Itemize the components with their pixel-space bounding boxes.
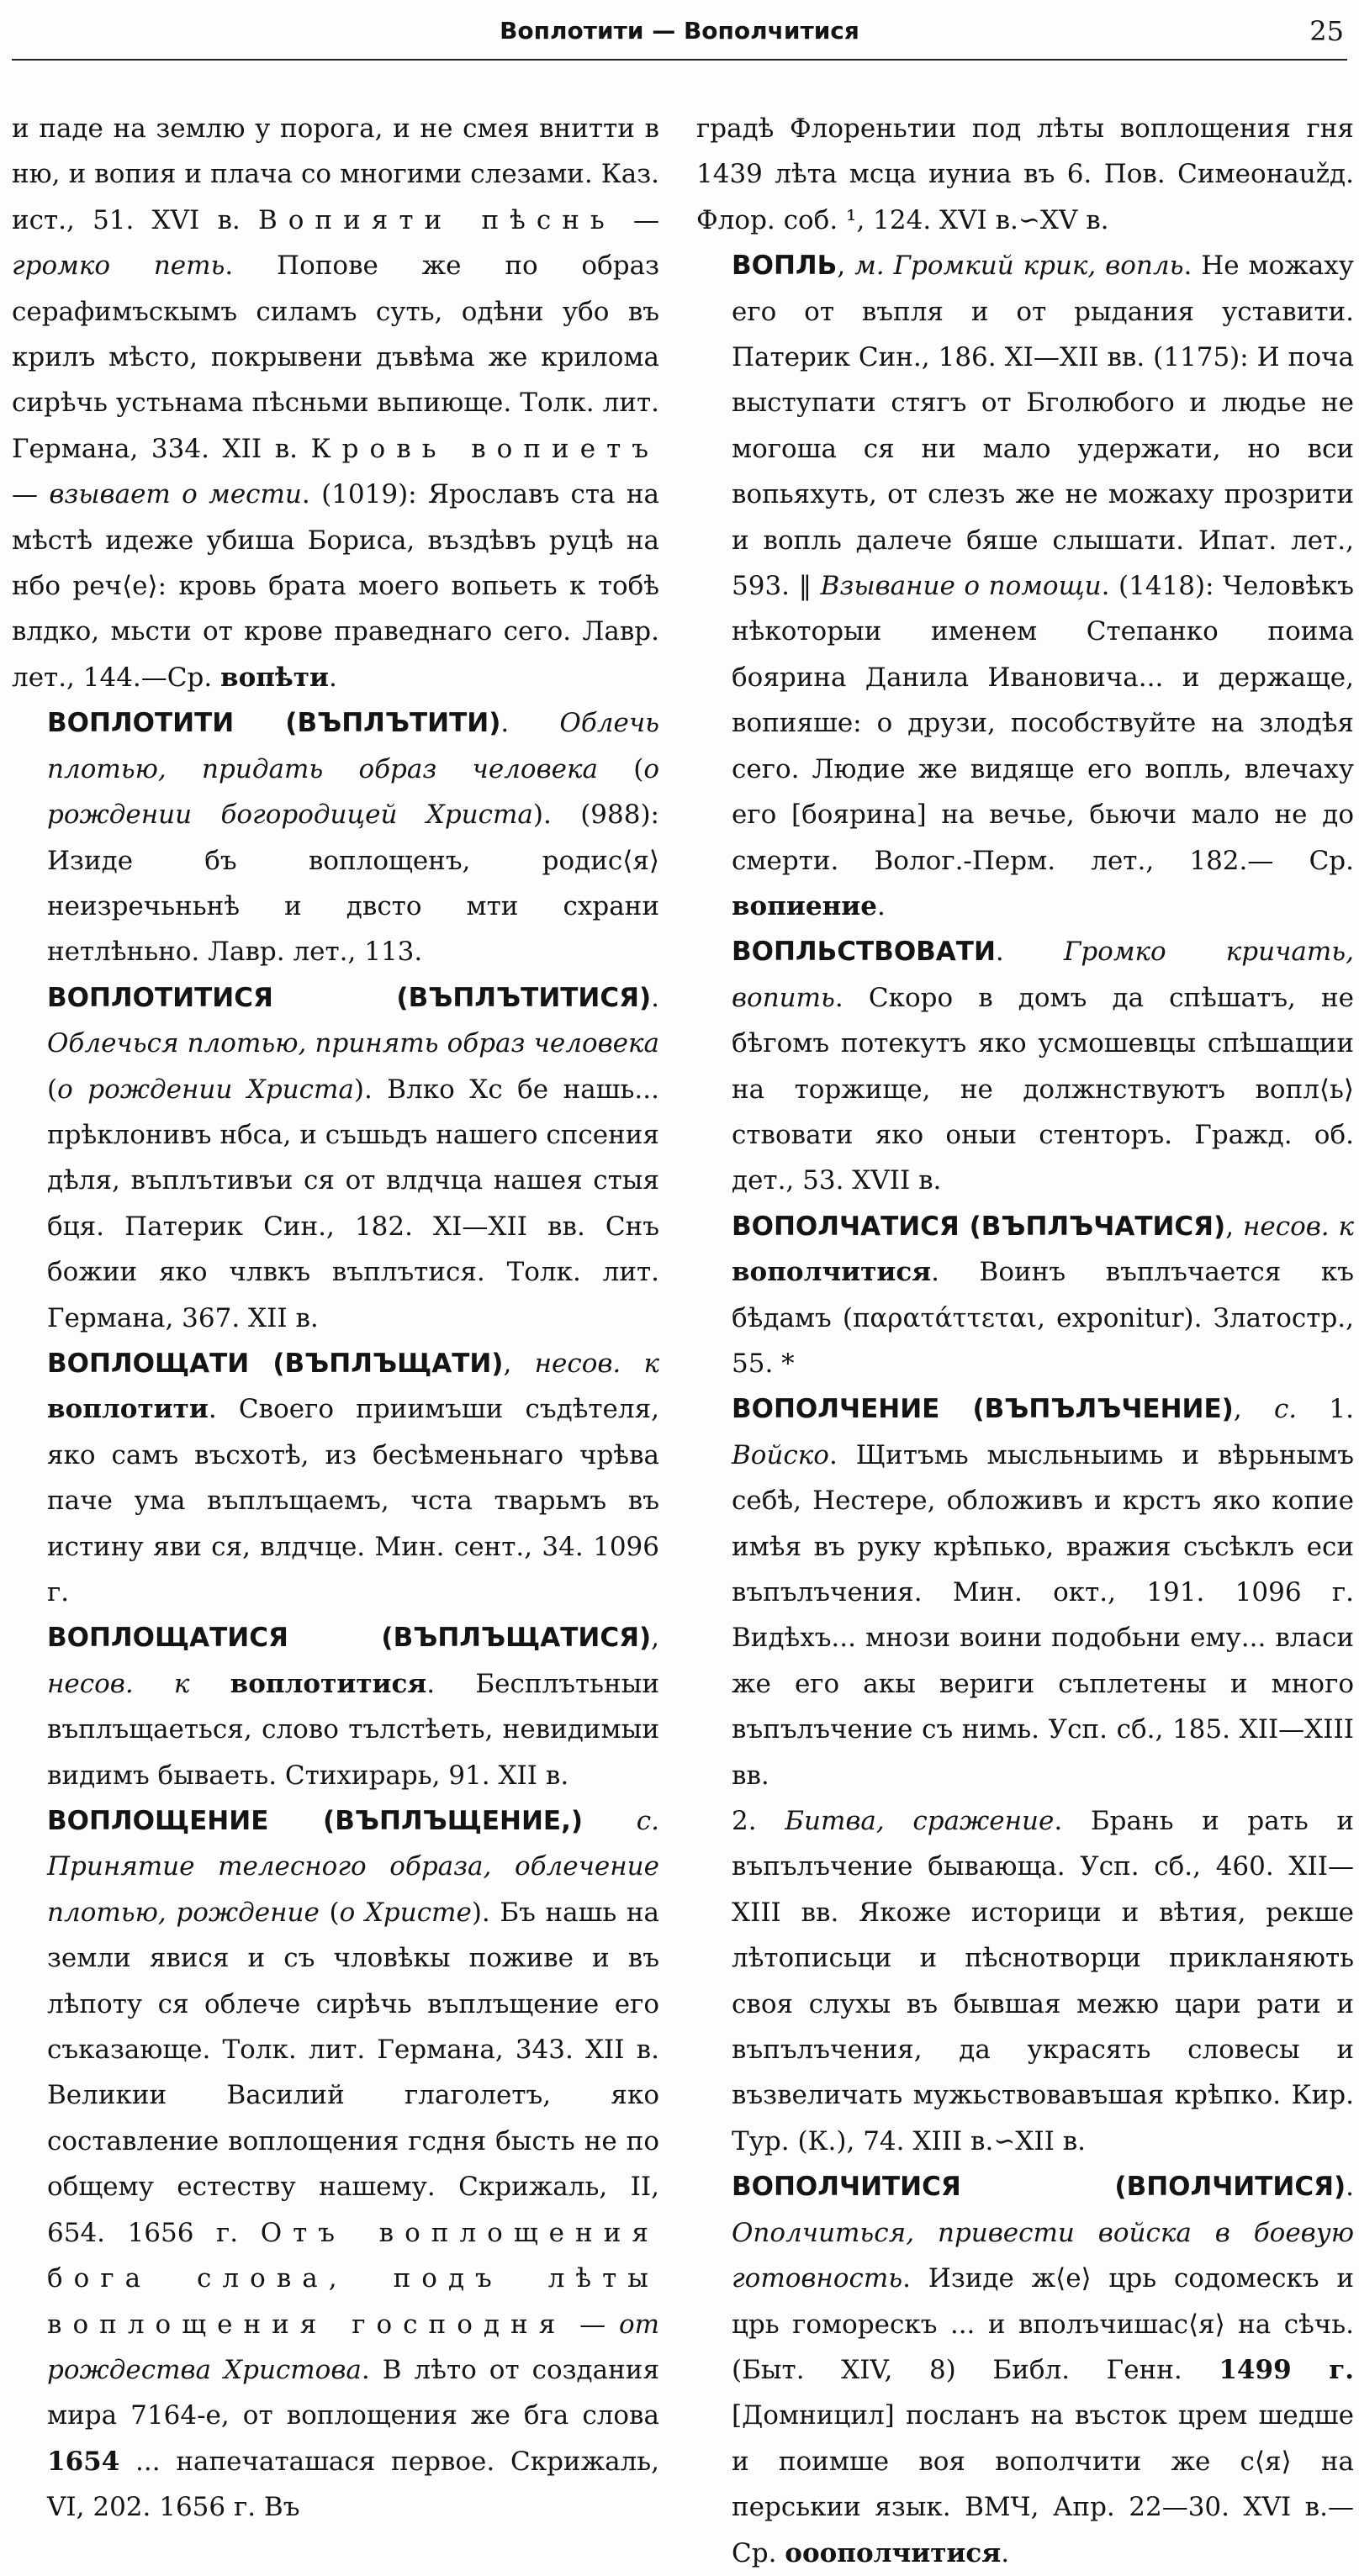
entry-vopolchatisya: ВОПОЛЧАТИСЯ (ВЪПЛЪЧАТИСЯ), несов. к вополчитися. Воинъ въплъчается къ бѣдамъ (παρατάττεται, exponitur). Златостр., 55. * bbox=[732, 1211, 1354, 1379]
gloss: Войско bbox=[732, 1439, 829, 1470]
headword: ВОПОЛЧИТИСЯ (ВПОЛЧИТИСЯ) bbox=[732, 2172, 1346, 2203]
phrase: Вопияти пѣснь bbox=[257, 204, 616, 235]
cross-reference: вополчитися bbox=[732, 1257, 932, 1288]
gloss: Ополчиться, привести войска в боевую готовность bbox=[732, 2217, 1354, 2294]
left-column bbox=[12, 106, 659, 2531]
gloss: от рождества Христова bbox=[47, 2309, 659, 2385]
page-header bbox=[12, 0, 1347, 61]
gloss: громко петь bbox=[12, 251, 225, 282]
gloss: с. Принятие телесного образа, облечение плотью, рождение bbox=[47, 1806, 659, 1928]
headword: ВОПОЛЧЕНИЕ (ВЪПЪЛЪЧЕНИЕ) bbox=[732, 1394, 1234, 1425]
cross-reference: вопѣти bbox=[220, 662, 329, 693]
gloss: несов. к bbox=[534, 1348, 659, 1379]
entry-vopl: ВОПЛЬ, м. Громкий крик, вопль. Не можаху его от въпля и от рыдания уставити. Патерик Син., 186. XI—XII вв. (1175): И поча выступати стягъ от Бголюбого и людье не могоша ся ни мало удержати, но вси вопьяхуть, от слезъ же не можаху прозрити и вопль далече бяше слышати. Ипат. лет., 593. ‖ Взывание о помощи. (1418): Человѣкъ нѣкоторыи именем Степанко поима боярина Данила Ивановича... и держаще, вопияше: о друзи, пособствуйте на злодѣя сего. Людие же видяще его вопль, влечаху его [боярина] на вечье, бьючи мало не до смерти. Волог.-Перм. лет., 182.— Ср. вопиение. bbox=[732, 251, 1355, 921]
gloss: м. Громкий крик, вопль bbox=[854, 251, 1184, 282]
phrase: Кровь вопиетъ bbox=[310, 433, 659, 464]
entry-voploshchenie: ВОПЛОЩЕНИЕ (ВЪПЛЪЩЕНИЕ,) с. Принятие телесного образа, облечение плотью, рождение (о Христе). Бъ нашь на земли явися и съ чловѣкы поживе и въ лѣпоту ся облече сирѣчь въплъщение его съказающе. Толк. лит. Германа, 343. XII в. Великии Василий глаголетъ, яко составление воплощения гсдня бысть не по общему естеству нашему. Скрижаль, II, 654. 1656 г. Отъ воплощения бога слова, подъ лѣты воплощения господня — от рождества Христова. В лѣто от создания мира 7164-е, от воплощения же бга слова 1654 ... напечаташася первое. Скрижаль, VI, 202. 1656 г. Въ bbox=[47, 1806, 660, 2523]
gloss: о рождении Христа bbox=[57, 1074, 354, 1105]
gloss: Взывание о помощи bbox=[820, 571, 1102, 602]
cross-reference: воплотити bbox=[47, 1394, 209, 1425]
gloss: Битва, сражение bbox=[785, 1806, 1055, 1837]
entry-continuation: и паде на землю у порога, и не смея внитти в ню, и вопия и плача со многими слезами. Каз. ист., 51. XVI в. Вопияти пѣснь — громко петь. Попове же по образ серафимъскымъ силамъ суть, одѣни убо въ крилъ мѣсто, покрывени дъвѣма же крилома сирѣчь устьнама пѣсньми вьпиюще. Толк. лит. Германа, 334. XII в. Кровь вопиетъ — взывает о мести. (1019): Ярославъ ста на мѣстѣ идеже убиша Бориса, въздѣвъ руцѣ на нбо реч⟨е⟩: кровь брата моего вопьеть к тобѣ влдко, мьсти от крове праведнаго сего. Лавр. лет., 144.—Ср. вопѣти. bbox=[12, 113, 659, 693]
cross-reference: ооополчитися bbox=[785, 2537, 1002, 2568]
gloss: о рождении богородицей Христа bbox=[47, 753, 659, 831]
running-title: Воплотити — Вополчитися bbox=[500, 17, 859, 45]
headword: ВОПОЛЧАТИСЯ (ВЪПЛЪЧАТИСЯ) bbox=[732, 1211, 1226, 1242]
emphasis: 1654 bbox=[47, 2446, 120, 2477]
gloss: несов. к bbox=[47, 1668, 190, 1699]
headword: ВОПЛОЩАТИ (ВЪПЛЪЩАТИ) bbox=[47, 1348, 504, 1379]
gloss: несов. к bbox=[1242, 1211, 1354, 1242]
cross-reference: вопиение bbox=[732, 890, 878, 921]
phrase: Отъ воплощения бога слова, подъ лѣты воплощения господня bbox=[47, 2217, 659, 2340]
entry-voplotitisya: ВОПЛОТИТИСЯ (ВЪПЛЪТИТИСЯ). Облечься плотью, принять образ человека (о рождении Христа). Влко Хс бе нашь... прѣклонивъ нбса, и съшьдъ нашего спсения дѣля, въплътивъи ся от влдчца нашея стыя бця. Патерик Син., 182. XI—XII вв. Снъ божии яко члвкъ въплътися. Толк. лит. Германа, 367. XII в. bbox=[47, 982, 659, 1333]
headword: ВОПЛОЩЕНИЕ (ВЪПЛЪЩЕНИЕ,) bbox=[47, 1806, 584, 1837]
entry-vopolchitisya: ВОПОЛЧИТИСЯ (ВПОЛЧИТИСЯ). Ополчиться, привести войска в боевую готовность. Изиде ж⟨е⟩ црь содомескъ и црь гоморескъ ... и вполъчишас⟨я⟩ на сѣчь. (Быт. XIV, 8) Библ. Генн. 1499 г. [Домницил] посланъ на въсток црем шедше и поимше воя вополчити же с⟨я⟩ на перськии язык. ВМЧ, Апр. 22—30. XVI в.— Ср. ооополчитися. bbox=[732, 2172, 1354, 2568]
gloss: о Христе bbox=[339, 1897, 472, 1928]
entry-vopolchenie: ВОПОЛЧЕНИЕ (ВЪПЪЛЪЧЕНИЕ), с. 1. Войско. Щитъмь мысльныимь и вѣрьнымъ себѣ, Нестере, обложивъ и крстъ яко копие имѣя въ руку крѣпько, вражия съсѣклъ еси въпълъчения. Мин. окт., 191. 1096 г. Видѣхъ... мнози воини подобьни ему... власи же его акы вериги съплетены и много въпълъчение съ нимь. Усп. сб., 185. XII—XIII вв. bbox=[732, 1394, 1354, 1791]
entry-voploshchatisya: ВОПЛОЩАТИСЯ (ВЪПЛЪЩАТИСЯ), несов. к воплотитися. Бесплътьныи въплъщаеться, слово тълстѣеть, невидимыи видимъ бываеть. Стихирарь, 91. XII в. bbox=[47, 1623, 659, 1791]
headword: ВОПЛЬСТВОВАТИ bbox=[732, 937, 996, 968]
right-column bbox=[696, 106, 1354, 2576]
emphasis: 1499 г. bbox=[1219, 2354, 1354, 2385]
entry-vopolchenie-sense-2: 2. Битва, сражение. Брань и рать и въпълъчение бывающа. Усп. сб., 460. XII—XIII вв. Якоже историци и вѣтия, рекше лѣтописьци и пѣснотворци прикланяють своя слухы въ бывшая межю цари рати и въпълъчения, да украсять словесы и възвеличать мужьствовавъшая крѣпко. Кир. Тур. (К.), 74. XIII в.∽XII в. bbox=[732, 1806, 1354, 2156]
gloss: с. bbox=[1273, 1394, 1298, 1425]
headword: ВОПЛОТИТИ (ВЪПЛЪТИТИ) bbox=[47, 708, 501, 739]
page-number: 25 bbox=[1309, 15, 1344, 47]
entry-voplotiti: ВОПЛОТИТИ (ВЪПЛЪТИТИ). Облечь плотью, придать образ человека (о рождении богородицей Христа). (988): Изиде бъ воплощенъ, родис⟨я⟩ неизречьньнѣ и двсто мти схрани нетлѣньно. Лавр. лет., 113. bbox=[47, 708, 659, 968]
gloss: взывает о мести bbox=[49, 479, 302, 510]
entry-voplstvovati: ВОПЛЬСТВОВАТИ. Громко кричать, вопить. Скоро в домъ да спѣшатъ, не бѣгомъ потекутъ яко усмошевцы спѣшащии на торжище, не должнствуютъ вопл⟨ь⟩ствовати яко оныи стенторъ. Гражд. об. дет., 53. XVII в. bbox=[732, 937, 1354, 1196]
headword: ВОПЛЬ bbox=[732, 251, 838, 282]
gloss: Громко кричать, вопить bbox=[732, 937, 1354, 1013]
headword: ВОПЛОЩАТИСЯ (ВЪПЛЪЩАТИСЯ) bbox=[47, 1623, 652, 1654]
gloss: Облечь плотью, придать образ человека bbox=[47, 708, 659, 784]
headword: ВОПЛОТИТИСЯ (ВЪПЛЪТИТИСЯ) bbox=[47, 982, 652, 1013]
entry-continuation: градѣ Флореньтии под лѣты воплощения гня 1439 лѣта мсца иуниа въ 6. Пов. Симеонаužд. Флор. соб. ¹, 124. XVI в.∽XV в. bbox=[696, 113, 1354, 235]
entry-voploshchati: ВОПЛОЩАТИ (ВЪПЛЪЩАТИ), несов. к воплотити. Своего приимъши съдѣтеля, яко самъ въсхотѣ, из бесѣменьнаго чрѣва паче ума въплъщаемъ, чста тварьмъ въ истину яви ся, влдчце. Мин. сент., 34. 1096 г. bbox=[47, 1348, 659, 1607]
gloss: Облечься плотью, принять образ человека bbox=[47, 1028, 659, 1059]
cross-reference: воплотитися bbox=[230, 1668, 427, 1699]
